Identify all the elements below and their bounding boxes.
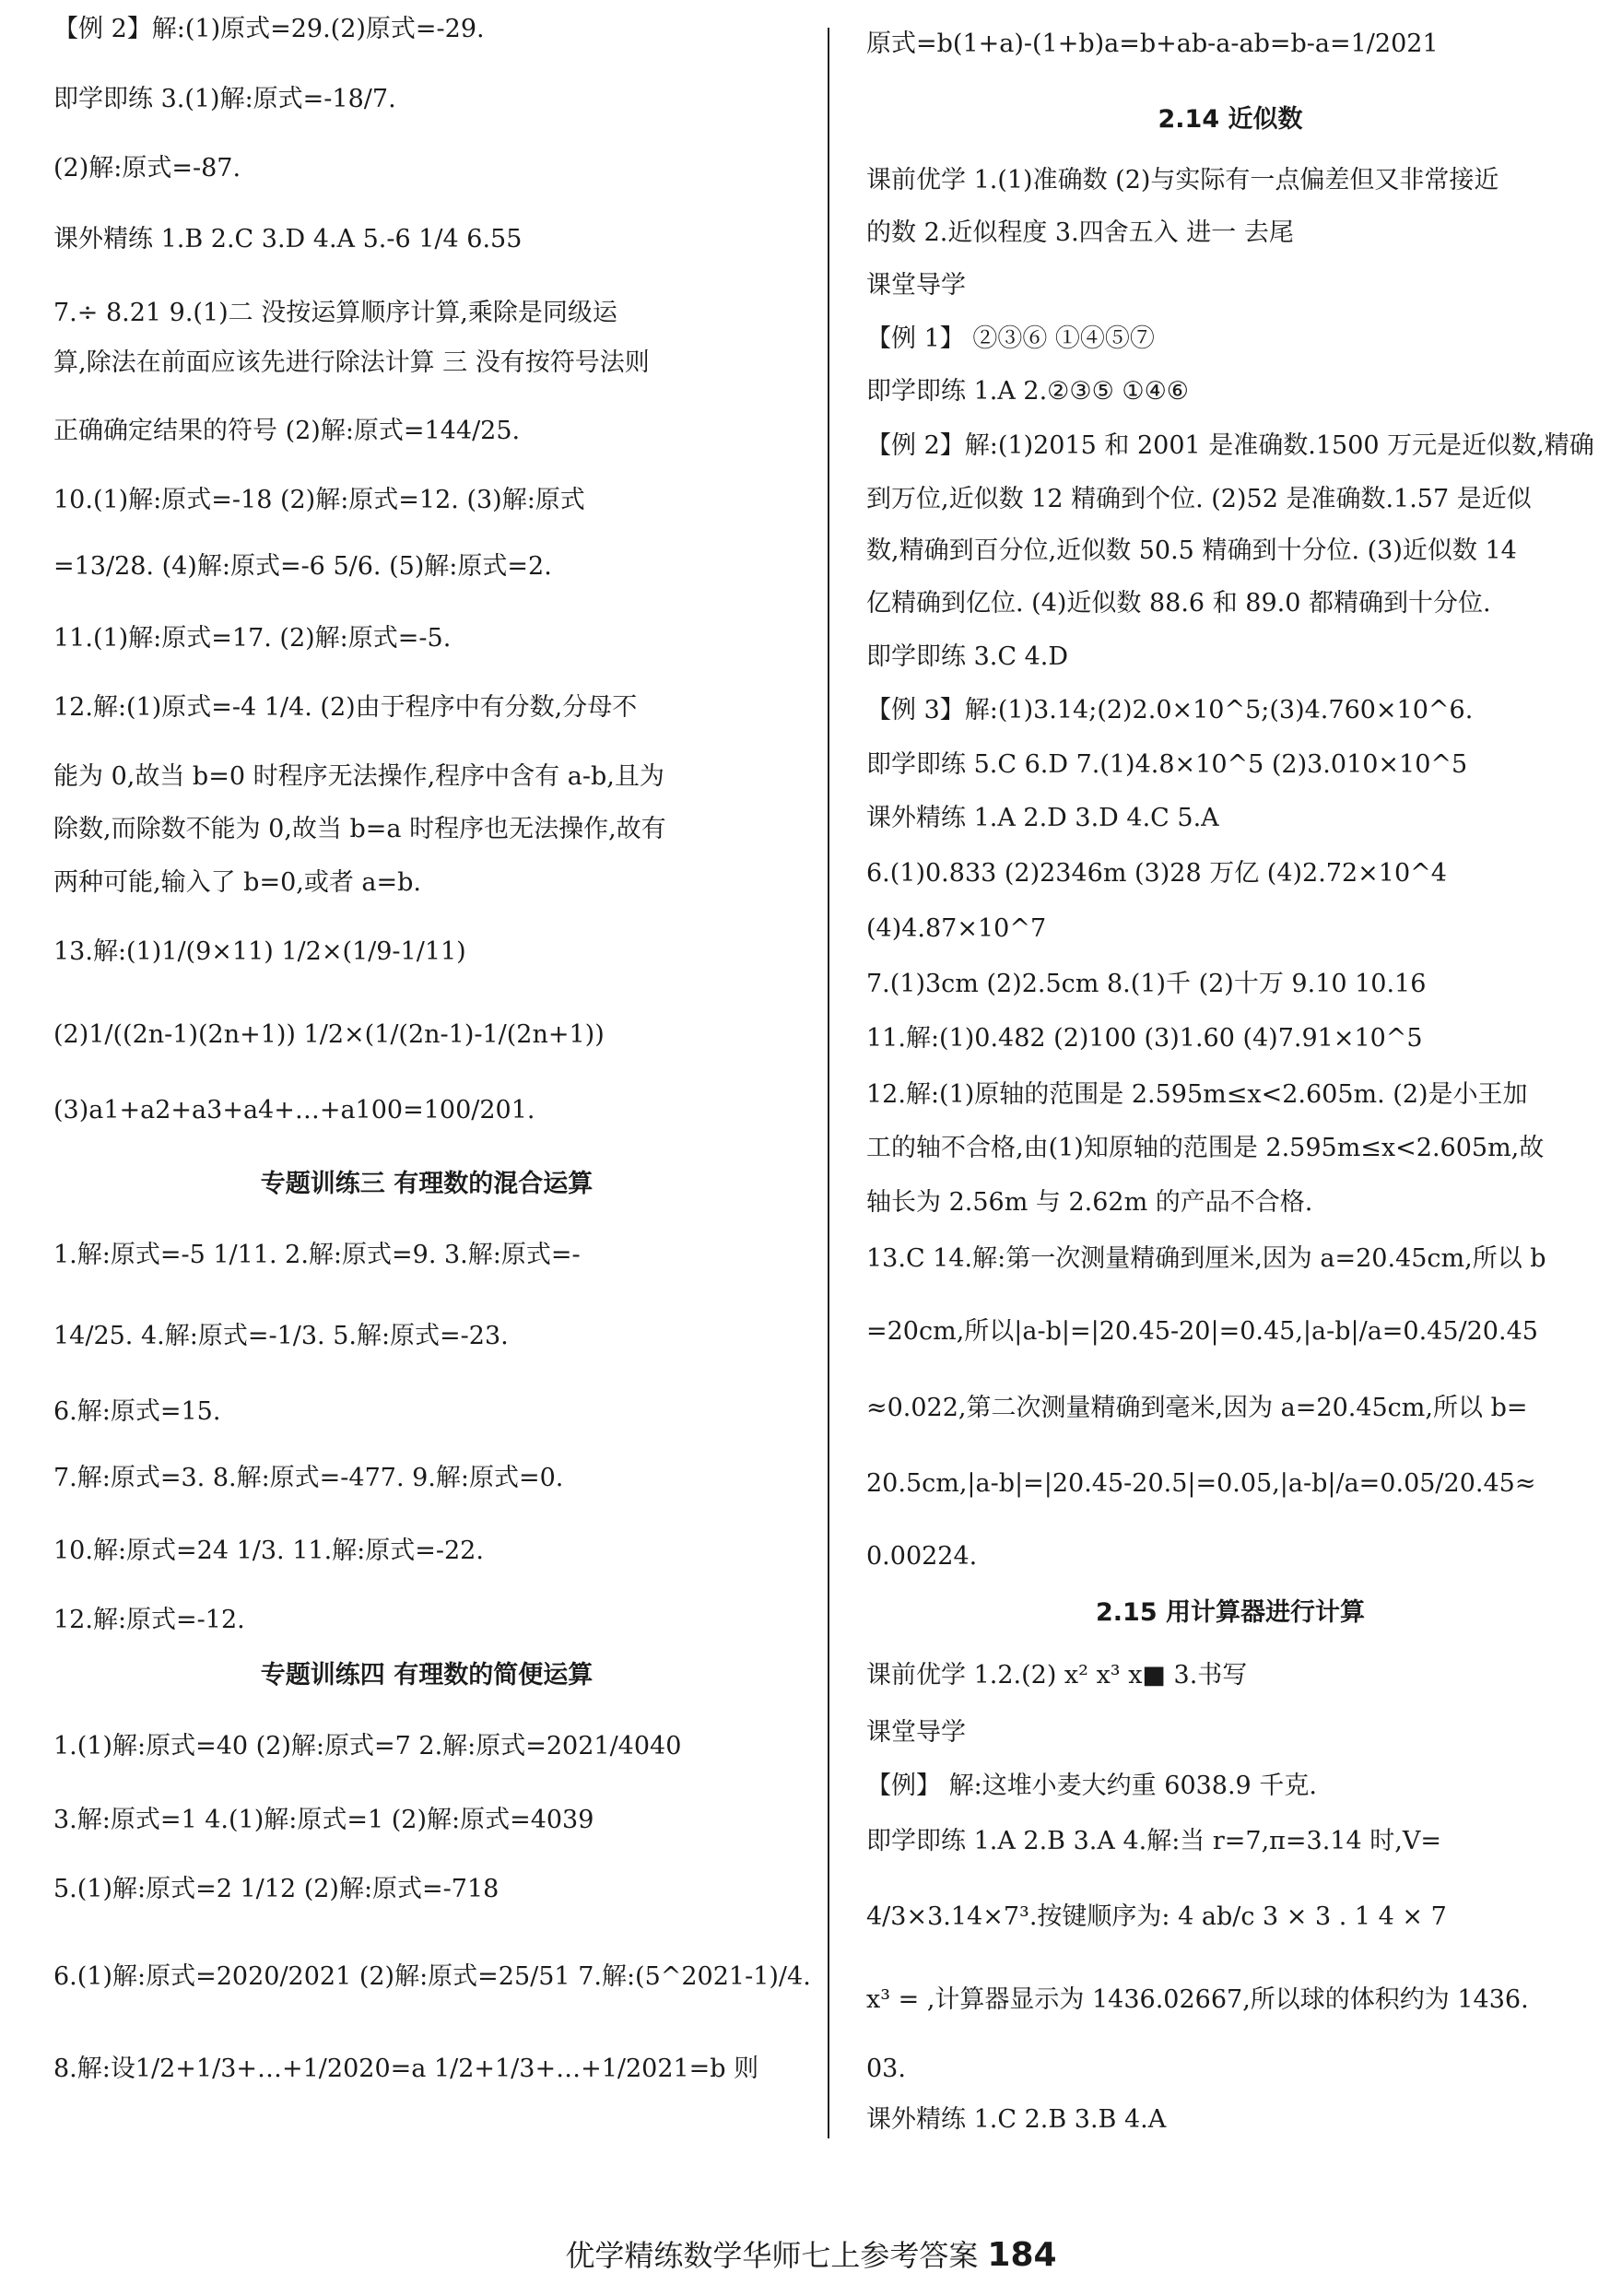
answer-line: 正确确定结果的符号 (2)解:原式=144/25. xyxy=(53,417,521,445)
answer-line: 即学即练 5.C 6.D 7.(1)4.8×10^5 (2)3.010×10^5 xyxy=(866,750,1468,779)
footer-title: 优学精练数学华师七上参考答案 xyxy=(565,2238,979,2273)
answer-line: 课前优学 1.2.(2) x² x³ x■ 3.书写 xyxy=(866,1661,1248,1690)
answer-line: 10.解:原式=24 1/3. 11.解:原式=-22. xyxy=(53,1537,484,1565)
answer-line: 12.解:(1)原轴的范围是 2.595m≤x<2.605m. (2)是小王加 xyxy=(866,1080,1528,1109)
answer-line: 数,精确到百分位,近似数 50.5 精确到十分位. (3)近似数 14 xyxy=(866,536,1517,565)
answer-line: 11.(1)解:原式=17. (2)解:原式=-5. xyxy=(53,624,452,653)
answer-line: 【例 2】解:(1)原式=29.(2)原式=-29. xyxy=(53,15,485,43)
answer-line: 除数,而除数不能为 0,故当 b=a 时程序也无法操作,故有 xyxy=(53,815,666,843)
answer-line: x³ = ,计算器显示为 1436.02667,所以球的体积约为 1436. xyxy=(866,1985,1529,2014)
answer-line: 12.解:(1)原式=-4 1/4. (2)由于程序中有分数,分母不 xyxy=(53,693,638,722)
answer-line: =13/28. (4)解:原式=-6 5/6. (5)解:原式=2. xyxy=(53,552,552,581)
answer-line: 7.解:原式=3. 8.解:原式=-477. 9.解:原式=0. xyxy=(53,1464,564,1492)
answer-line: 即学即练 1.A 2.②③⑤ ①④⑥ xyxy=(866,377,1189,406)
answer-line: 亿精确到亿位. (4)近似数 88.6 和 89.0 都精确到十分位. xyxy=(866,589,1491,618)
answer-line: 3.解:原式=1 4.(1)解:原式=1 (2)解:原式=4039 xyxy=(53,1806,594,1834)
section-heading: 2.15 用计算器进行计算 xyxy=(1095,1598,1366,1627)
answer-line: 工的轴不合格,由(1)知原轴的范围是 2.595m≤x<2.605m,故 xyxy=(866,1134,1545,1162)
answer-line: 20.5cm,|a-b|=|20.45-20.5|=0.05,|a-b|/a=0.05/20.45≈ xyxy=(866,1469,1536,1498)
answer-line: 【例】 解:这堆小麦大约重 6038.9 千克. xyxy=(866,1772,1317,1800)
answer-line: (3)a1+a2+a3+a4+…+a100=100/201. xyxy=(53,1096,535,1124)
answer-line: 即学即练 1.A 2.B 3.A 4.解:当 r=7,π=3.14 时,V= xyxy=(866,1827,1441,1855)
answer-line: (2)解:原式=-87. xyxy=(53,154,241,183)
answer-line: ≈0.022,第二次测量精确到毫米,因为 a=20.45cm,所以 b= xyxy=(866,1394,1528,1422)
page-footer xyxy=(0,2235,1622,2276)
answer-line: 课外精练 1.A 2.D 3.D 4.C 5.A xyxy=(866,804,1219,832)
answer-line: 课堂导学 xyxy=(866,1718,966,1747)
answer-line: 5.(1)解:原式=2 1/12 (2)解:原式=-718 xyxy=(53,1875,500,1903)
section-heading: 2.14 近似数 xyxy=(1158,105,1303,134)
answer-line: 7.(1)3cm (2)2.5cm 8.(1)千 (2)十万 9.10 10.16 xyxy=(866,970,1427,998)
page-number: 184 xyxy=(987,2236,1057,2274)
answer-line: 1.(1)解:原式=40 (2)解:原式=7 2.解:原式=2021/4040 xyxy=(53,1732,682,1760)
answer-line: 11.解:(1)0.482 (2)100 (3)1.60 (4)7.91×10^5 xyxy=(866,1024,1423,1053)
answer-line: 课外精练 1.C 2.B 3.B 4.A xyxy=(866,2105,1167,2134)
answer-line: 能为 0,故当 b=0 时程序无法操作,程序中含有 a-b,且为 xyxy=(53,762,664,791)
answer-line: =20cm,所以|a-b|=|20.45-20|=0.45,|a-b|/a=0.45/20.45 xyxy=(866,1317,1538,1346)
answer-line: 算,除法在前面应该先进行除法计算 三 没有按符号法则 xyxy=(53,348,650,377)
section-heading: 专题训练四 有理数的简便运算 xyxy=(260,1661,594,1690)
answer-line: 到万位,近似数 12 精确到个位. (2)52 是准确数.1.57 是近似 xyxy=(866,485,1532,513)
answer-line: 6.(1)解:原式=2020/2021 (2)解:原式=25/51 7.解:(5^2021-1)/4. xyxy=(53,1962,811,1991)
answer-line: 两种可能,输入了 b=0,或者 a=b. xyxy=(53,868,422,897)
answer-line: 8.解:设1/2+1/3+…+1/2020=a 1/2+1/3+…+1/2021=b 则 xyxy=(53,2055,759,2083)
answer-line: 的数 2.近似程度 3.四舍五入 进一 去尾 xyxy=(866,218,1294,247)
answer-line: 4/3×3.14×7³.按键顺序为: 4 ab/c 3 × 3 . 1 4 × 7 xyxy=(866,1902,1447,1931)
answer-line: 6.(1)0.833 (2)2346m (3)28 万亿 (4)2.72×10^4 xyxy=(866,859,1447,888)
answer-line: (4)4.87×10^7 xyxy=(866,914,1047,943)
answer-line: 13.C 14.解:第一次测量精确到厘米,因为 a=20.45cm,所以 b xyxy=(866,1244,1546,1273)
answer-line: 14/25. 4.解:原式=-1/3. 5.解:原式=-23. xyxy=(53,1322,509,1350)
answer-line: 7.÷ 8.21 9.(1)二 没按运算顺序计算,乘除是同级运 xyxy=(53,299,617,327)
answer-line: 即学即练 3.(1)解:原式=-18/7. xyxy=(53,85,396,113)
answer-line: 【例 2】解:(1)2015 和 2001 是准确数.1500 万元是近似数,精确 xyxy=(866,431,1594,460)
answer-line: 原式=b(1+a)-(1+b)a=b+ab-a-ab=b-a=1/2021 xyxy=(866,29,1439,58)
section-heading: 专题训练三 有理数的混合运算 xyxy=(260,1170,594,1198)
answer-line: 课外精练 1.B 2.C 3.D 4.A 5.-6 1/4 6.55 xyxy=(53,225,523,253)
answer-line: 10.(1)解:原式=-18 (2)解:原式=12. (3)解:原式 xyxy=(53,486,585,514)
answer-line: 轴长为 2.56m 与 2.62m 的产品不合格. xyxy=(866,1188,1313,1217)
column-divider xyxy=(828,28,829,2138)
answer-line: 6.解:原式=15. xyxy=(53,1397,221,1426)
answer-line: 03. xyxy=(866,2055,906,2083)
answer-line: 【例 1】 ②③⑥ ①④⑤⑦ xyxy=(866,324,1155,353)
answer-line: 12.解:原式=-12. xyxy=(53,1606,245,1634)
answer-line: 1.解:原式=-5 1/11. 2.解:原式=9. 3.解:原式=- xyxy=(53,1241,581,1269)
answer-line: 课堂导学 xyxy=(866,271,966,300)
answer-line: 即学即练 3.C 4.D xyxy=(866,642,1068,671)
answer-line: (2)1/((2n-1)(2n+1)) 1/2×(1/(2n-1)-1/(2n+1)) xyxy=(53,1020,605,1049)
answer-line: 课前优学 1.(1)准确数 (2)与实际有一点偏差但又非常接近 xyxy=(866,166,1499,194)
answer-line: 【例 3】解:(1)3.14;(2)2.0×10^5;(3)4.760×10^6. xyxy=(866,696,1474,724)
answer-line: 0.00224. xyxy=(866,1542,978,1571)
answer-line: 13.解:(1)1/(9×11) 1/2×(1/9-1/11) xyxy=(53,937,466,966)
